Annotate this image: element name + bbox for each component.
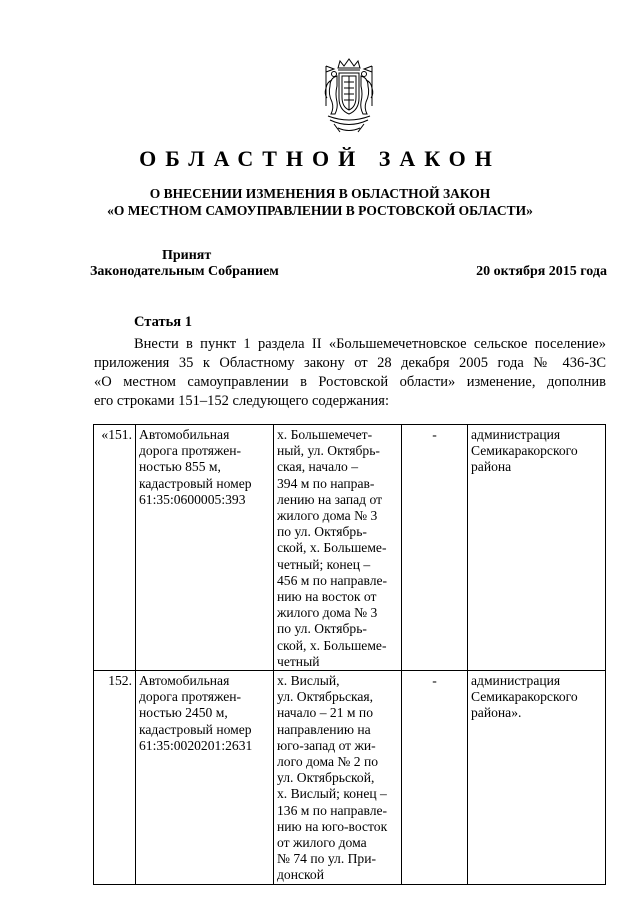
road-location-cell-line: ской, х. Большеме- <box>277 637 387 653</box>
road-name-cell-line: Автомобильная <box>139 427 230 442</box>
adopted-by: Законодательным Собранием <box>90 264 279 279</box>
article-text-line: его строками 151–152 следующего содержания: <box>94 393 389 409</box>
road-location-cell-line: х. Вислый, <box>277 673 340 689</box>
road-name-cell-line: 61:35:0600005:393 <box>139 491 246 507</box>
adoption-date: 20 октября 2015 года <box>476 264 607 279</box>
road-location-cell-line: направлению на <box>277 721 371 737</box>
owner-cell-line: Семикаракорского <box>471 689 578 705</box>
road-location-cell-line: 456 м по направле- <box>277 572 388 588</box>
road-location-cell-line: нию на юго-восток <box>277 818 388 834</box>
road-name-cell-line: дорога протяжен- <box>139 689 242 705</box>
road-location-cell-line: лению на запад от <box>277 491 383 507</box>
owner-cell-line: района». <box>471 705 522 721</box>
owner-cell-line: администрация <box>471 427 561 442</box>
empty-value-cell: - <box>402 425 468 671</box>
road-location-cell-line: ул. Октябрьской, <box>277 770 375 786</box>
road-location-cell <box>274 425 402 671</box>
roads-table <box>93 424 606 885</box>
road-location-cell <box>274 671 402 885</box>
road-location-cell-line: по ул. Октябрь- <box>277 621 367 637</box>
road-name-cell <box>136 671 274 885</box>
owner-cell <box>468 671 606 885</box>
owner-cell-line: Семикаракорского <box>471 443 578 459</box>
road-location-cell-line: четный; конец – <box>277 556 371 572</box>
road-location-cell-line: начало – 21 м по <box>277 705 373 721</box>
owner-cell-line: администрация <box>471 673 561 689</box>
road-location-cell-line: по ул. Октябрь- <box>277 524 367 540</box>
coat-of-arms-icon <box>318 58 380 134</box>
article-text-line: приложения 35 к Областному закону от 28 декабря 2005 года № 436-ЗС <box>94 355 606 371</box>
road-name-cell-line: дорога протяжен- <box>139 443 242 459</box>
road-name-cell-line: 61:35:0020201:2631 <box>139 737 253 753</box>
road-name-cell <box>136 425 274 671</box>
empty-value-cell: - <box>402 671 468 885</box>
row-number-cell: «151. <box>94 425 136 671</box>
owner-cell <box>468 425 606 671</box>
road-location-cell-line: 136 м по направле- <box>277 802 388 818</box>
article-text-line: Внести в пункт 1 раздела II «Большемечетновское сельское поселение» <box>134 336 606 352</box>
road-location-cell-line: ный, ул. Октябрь- <box>277 443 380 459</box>
table-row <box>94 425 606 671</box>
road-location-cell-line: ул. Октябрьская, <box>277 689 374 705</box>
road-name-cell-line: ностью 855 м, <box>139 459 221 475</box>
article-heading: Статья 1 <box>134 314 192 330</box>
article-text-line: «О местном самоуправлении в Ростовской области» изменение, дополнив <box>94 374 606 390</box>
road-location-cell-line: юго-запад от жи- <box>277 737 376 753</box>
adopted-label: Принят <box>162 248 212 263</box>
law-title-line-1: О ВНЕСЕНИИ ИЗМЕНЕНИЯ В ОБЛАСТНОЙ ЗАКОН <box>149 186 491 201</box>
road-location-cell-line: донской <box>277 867 325 883</box>
road-location-cell-line: х. Большемечет- <box>277 427 373 442</box>
road-location-cell-line: ская, начало – <box>277 459 359 475</box>
road-name-cell-line: ностью 2450 м, <box>139 705 228 721</box>
road-location-cell-line: № 74 по ул. При- <box>277 851 377 867</box>
road-location-cell-line: х. Вислый; конец – <box>277 786 387 802</box>
road-location-cell-line: четный <box>277 653 320 669</box>
road-location-cell-line: ской, х. Большеме- <box>277 540 387 556</box>
road-location-cell-line: от жилого дома <box>277 835 367 851</box>
road-location-cell-line: лого дома № 2 по <box>277 754 379 770</box>
road-name-cell-line: кадастровый номер <box>139 475 252 491</box>
document-type-heading: ОБЛАСТНОЙ ЗАКОН <box>139 146 501 171</box>
row-number-cell: 152. <box>94 671 136 885</box>
table-row <box>94 671 606 885</box>
road-location-cell-line: жилого дома № 3 <box>277 605 378 621</box>
road-location-cell-line: 394 м по направ- <box>277 475 375 491</box>
road-location-cell-line: нию на восток от <box>277 589 377 605</box>
road-name-cell-line: кадастровый номер <box>139 721 252 737</box>
road-location-cell-line: жилого дома № 3 <box>277 508 378 524</box>
owner-cell-line: района <box>471 459 512 475</box>
road-name-cell-line: Автомобильная <box>139 673 230 689</box>
law-title-line-2: «О МЕСТНОМ САМОУПРАВЛЕНИИ В РОСТОВСКОЙ ОБЛАСТИ» <box>107 203 533 218</box>
